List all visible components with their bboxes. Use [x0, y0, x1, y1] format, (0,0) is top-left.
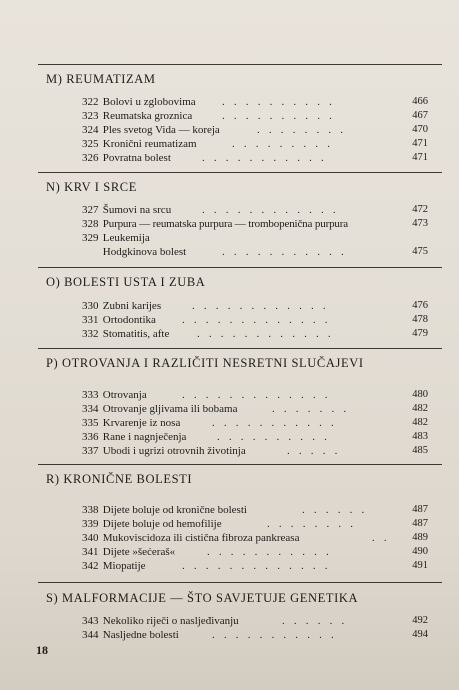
toc-entry [82, 245, 428, 259]
leader-dots: . . . . . . . . . . . . . [182, 560, 331, 572]
entry-title: Hodgkinova bolest [102, 246, 187, 258]
entry-title: Nasljedne bolesti [102, 629, 179, 641]
entry-page: 482 [412, 403, 428, 414]
entry-number: 343 [82, 615, 99, 627]
toc-entry [82, 231, 428, 245]
entry-number: 333 [82, 389, 99, 401]
leader-dots: . . . . . . . . . . . . [197, 328, 334, 340]
entry-page: 470 [412, 124, 428, 135]
entry-number: 341 [82, 546, 99, 558]
leader-dots: . . . . . . . . . . [222, 110, 336, 122]
toc-entry [82, 517, 428, 531]
entry-page: 472 [412, 204, 428, 215]
section-title: N) KRV I SRCE [46, 180, 137, 194]
entry-title: Otrovanje gljivama ili bobama [102, 403, 238, 415]
entry-page: 480 [412, 389, 428, 400]
section-title: M) REUMATIZAM [46, 72, 156, 86]
toc-entry [82, 628, 428, 642]
section-title: S) MALFORMACIJE — ŠTO SAVJETUJE GENETIKA [46, 591, 359, 605]
entry-page: 471 [412, 138, 428, 149]
toc-entry [82, 531, 428, 545]
entry-title: Zubni karijes [102, 300, 162, 312]
toc-entry [82, 109, 428, 123]
entry-number: 330 [82, 300, 99, 312]
entry-title: Stomatitis, afte [102, 328, 170, 340]
entry-title: Rane i nagnječenja [102, 431, 187, 443]
entry-number: 328 [82, 218, 99, 230]
toc-entry [82, 503, 428, 517]
entry-page: 478 [412, 314, 428, 325]
section-title: R) KRONIČNE BOLESTI [46, 472, 193, 486]
leader-dots: . . . . . . . . . . . . [202, 204, 339, 216]
toc-entry [82, 614, 428, 628]
entry-title: Ortodontika [102, 314, 156, 326]
toc-entry [82, 313, 428, 327]
entry-title: Dijete boluje od hemofilije [102, 518, 222, 530]
leader-dots: . . . . . . . . [257, 124, 347, 136]
entry-title: Bolovi u zglobovima [102, 96, 196, 108]
toc-entry [82, 430, 428, 444]
entry-title: Reumatska groznica [102, 110, 193, 122]
toc-entry [82, 123, 428, 137]
leader-dots: . . . . . . . . . . . [212, 417, 337, 429]
entry-title: Dijete boluje od kronične bolesti [102, 504, 247, 516]
entry-page: 485 [412, 445, 428, 456]
entry-title: Ubodi i ugrizi otrovnih životinja [102, 445, 246, 457]
entry-title: Ples svetog Vida — koreja [102, 124, 220, 136]
entry-page: 482 [412, 417, 428, 428]
entry-title: Miopatije [102, 560, 146, 572]
entry-number: 331 [82, 314, 99, 326]
entry-title: Mukoviscidoza ili cistična fibroza pankreasa [102, 532, 300, 544]
entry-number: 335 [82, 417, 99, 429]
entry-number: 334 [82, 403, 99, 415]
page-number: 18 [36, 643, 48, 657]
entry-number: 323 [82, 110, 99, 122]
leader-dots: . . . . . [287, 445, 341, 457]
entry-title: Otrovanja [102, 389, 147, 401]
leader-dots: . . . . . . . . . . . [202, 152, 327, 164]
section-divider [38, 64, 442, 65]
leader-dots: . . . . . . . . . . . . . [182, 314, 331, 326]
entry-number: 337 [82, 445, 99, 457]
entry-page: 489 [412, 532, 428, 543]
section-divider [38, 172, 442, 173]
leader-dots: . . . . . . . . . . . [212, 629, 337, 641]
entry-title: Šumovi na srcu [102, 204, 172, 216]
section-title: O) BOLESTI USTA I ZUBA [46, 275, 206, 289]
toc-entry [82, 444, 428, 458]
leader-dots: . . . . . . . . . . [217, 431, 331, 443]
entry-title: Kronični reumatizam [102, 138, 197, 150]
entry-page: 476 [412, 300, 428, 311]
entry-title: Nekoliko riječi o nasljeđivanju [102, 615, 239, 627]
toc-entry [82, 416, 428, 430]
section-divider [38, 582, 442, 583]
leader-dots: . . . . . . . . [267, 518, 357, 530]
leader-dots: . . . . . . . . . . [222, 96, 336, 108]
entry-title: Dijete »šećeraš« [102, 546, 176, 558]
leader-dots: . . . . . . . . . . . . [192, 300, 329, 312]
entry-page: 471 [412, 152, 428, 163]
entry-number: 332 [82, 328, 99, 340]
toc-entry [82, 388, 428, 402]
entry-number: 336 [82, 431, 99, 443]
entry-title: Krvarenje iz nosa [102, 417, 181, 429]
leader-dots: . . . . . . . . . . . . . [182, 389, 331, 401]
entry-title: Povratna bolest [102, 152, 171, 164]
leader-dots: . . . . . . . [272, 403, 350, 415]
entry-number: 339 [82, 518, 99, 530]
entry-number: 344 [82, 629, 99, 641]
toc-entry [82, 402, 428, 416]
entry-page: 487 [412, 504, 428, 515]
entry-page: 483 [412, 431, 428, 442]
section-divider [38, 464, 442, 465]
toc-entry [82, 299, 428, 313]
entry-number: 324 [82, 124, 99, 136]
section-divider [38, 267, 442, 268]
entry-number: 325 [82, 138, 99, 150]
entry-number: 340 [82, 532, 99, 544]
entry-number: 327 [82, 204, 99, 216]
leader-dots: . . . . . . . . . [232, 138, 334, 150]
entry-title: Leukemija [102, 232, 150, 244]
entry-number: 322 [82, 96, 99, 108]
entry-page: 491 [412, 560, 428, 571]
toc-entry [82, 95, 428, 109]
entry-page: 490 [412, 546, 428, 557]
toc-entry [82, 137, 428, 151]
entry-page: 475 [412, 246, 428, 257]
leader-dots: . . . . . . [302, 504, 368, 516]
entry-page: 487 [412, 518, 428, 529]
entry-page: 494 [412, 629, 428, 640]
leader-dots: . . . . . . . . . . . [222, 246, 347, 258]
entry-title: Purpura — reumatska purpura — trombopenična purpura [102, 218, 349, 230]
toc-entry [82, 151, 428, 165]
entry-number: 326 [82, 152, 99, 164]
entry-page: 479 [412, 328, 428, 339]
toc-entry [82, 203, 428, 217]
entry-number: 342 [82, 560, 99, 572]
toc-entry [82, 545, 428, 559]
toc-entry [82, 327, 428, 341]
leader-dots: . . [372, 532, 390, 544]
entry-number: 329 [82, 232, 99, 244]
entry-page: 467 [412, 110, 428, 121]
entry-page: 466 [412, 96, 428, 107]
section-divider [38, 348, 442, 349]
toc-entry [82, 217, 428, 231]
section-title: P) OTROVANJA I RAZLIČITI NESRETNI SLUČAJEVI [46, 356, 364, 370]
toc-entry [82, 559, 428, 573]
leader-dots: . . . . . . [282, 615, 348, 627]
leader-dots: . . . . . . . . . . . [207, 546, 332, 558]
entry-number: 338 [82, 504, 99, 516]
entry-page: 473 [412, 218, 428, 229]
entry-page: 492 [412, 615, 428, 626]
